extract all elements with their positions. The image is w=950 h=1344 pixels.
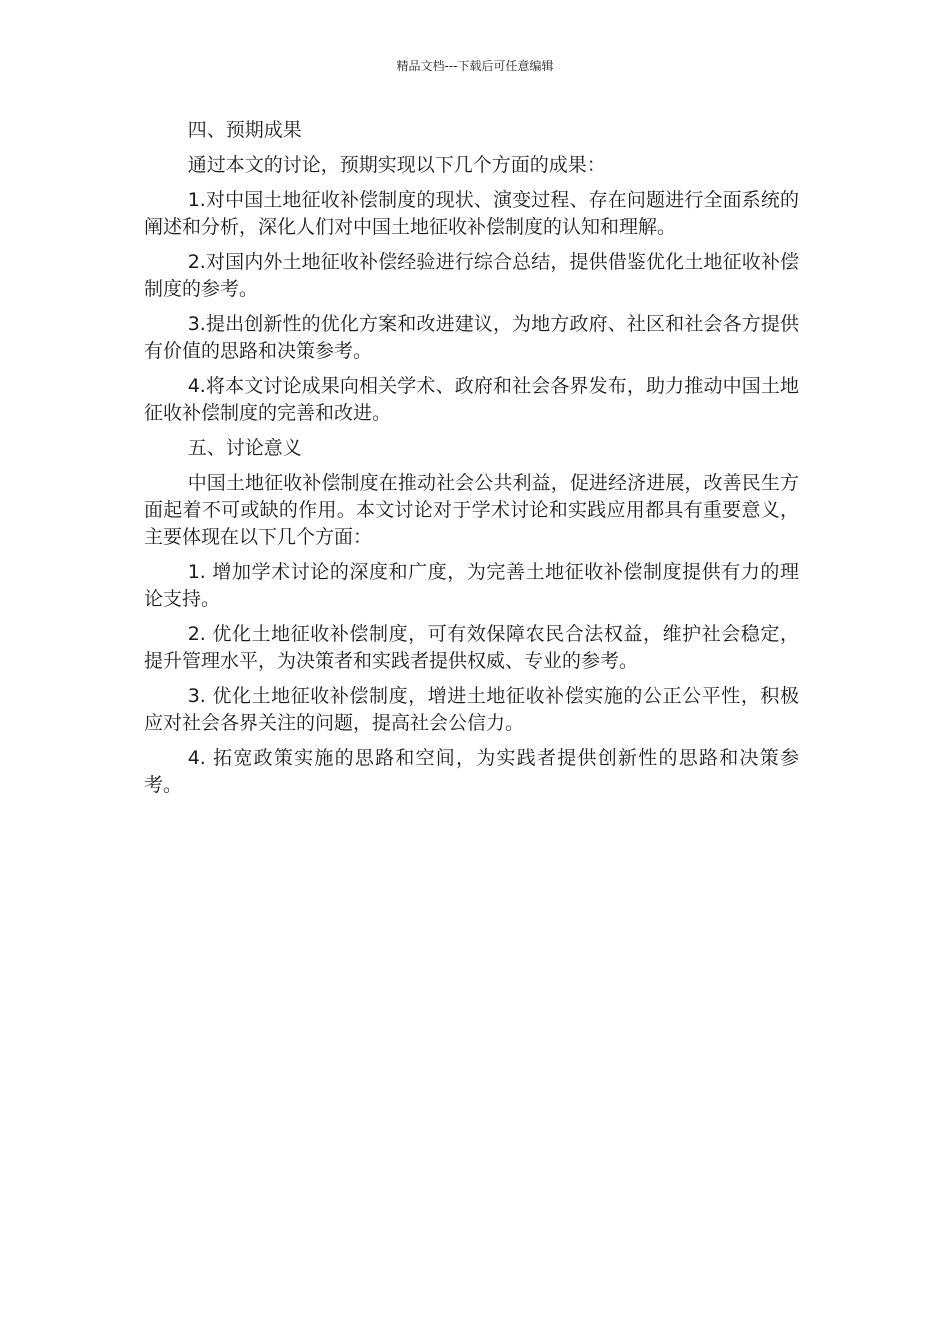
significance-item-3: 3. 优化土地征收补偿制度，增进土地征收补偿实施的公正公平性，积极应对社会各界关注的问题，提高社会公信力。 [144,685,799,734]
result-item-3: 3.提出创新性的优化方案和改进建议，为地方政府、社区和社会各方提供有价值的思路和决策参考。 [144,313,799,362]
significance-item-4: 4. 拓宽政策实施的思路和空间，为实践者提供创新性的思路和决策参考。 [144,747,799,796]
section-heading-expected-results: 四、预期成果 [187,119,302,141]
result-item-4: 4.将本文讨论成果向相关学术、政府和社会各界发布，助力推动中国土地征收补偿制度的完善和改进。 [144,375,799,424]
page-header-watermark: 精品文档---下载后可任意编辑 [396,59,554,73]
result-item-2: 2.对国内外土地征收补偿经验进行综合总结，提供借鉴优化土地征收补偿制度的参考。 [144,251,799,300]
significance-item-1: 1. 增加学术讨论的深度和广度，为完善土地征收补偿制度提供有力的理论支持。 [144,561,799,610]
significance-item-2: 2. 优化土地征收补偿制度，可有效保障农民合法权益，维护社会稳定，提升管理水平，为决策者和实践者提供权威、专业的参考。 [144,623,799,672]
significance-intro-paragraph: 中国土地征收补偿制度在推动社会公共利益，促进经济进展，改善民生方面起着不可或缺的作用。本文讨论对于学术讨论和实践应用都具有重要意义，主要体现在以下几个方面： [144,472,799,548]
result-item-1: 1.对中国土地征收补偿制度的现状、演变过程、存在问题进行全面系统的阐述和分析，深化人们对中国土地征收补偿制度的认知和理解。 [144,189,799,238]
document-body [144,117,799,807]
section-heading-significance: 五、讨论意义 [187,437,302,459]
section-intro-paragraph: 通过本文的讨论，预期实现以下几个方面的成果： [187,154,606,176]
